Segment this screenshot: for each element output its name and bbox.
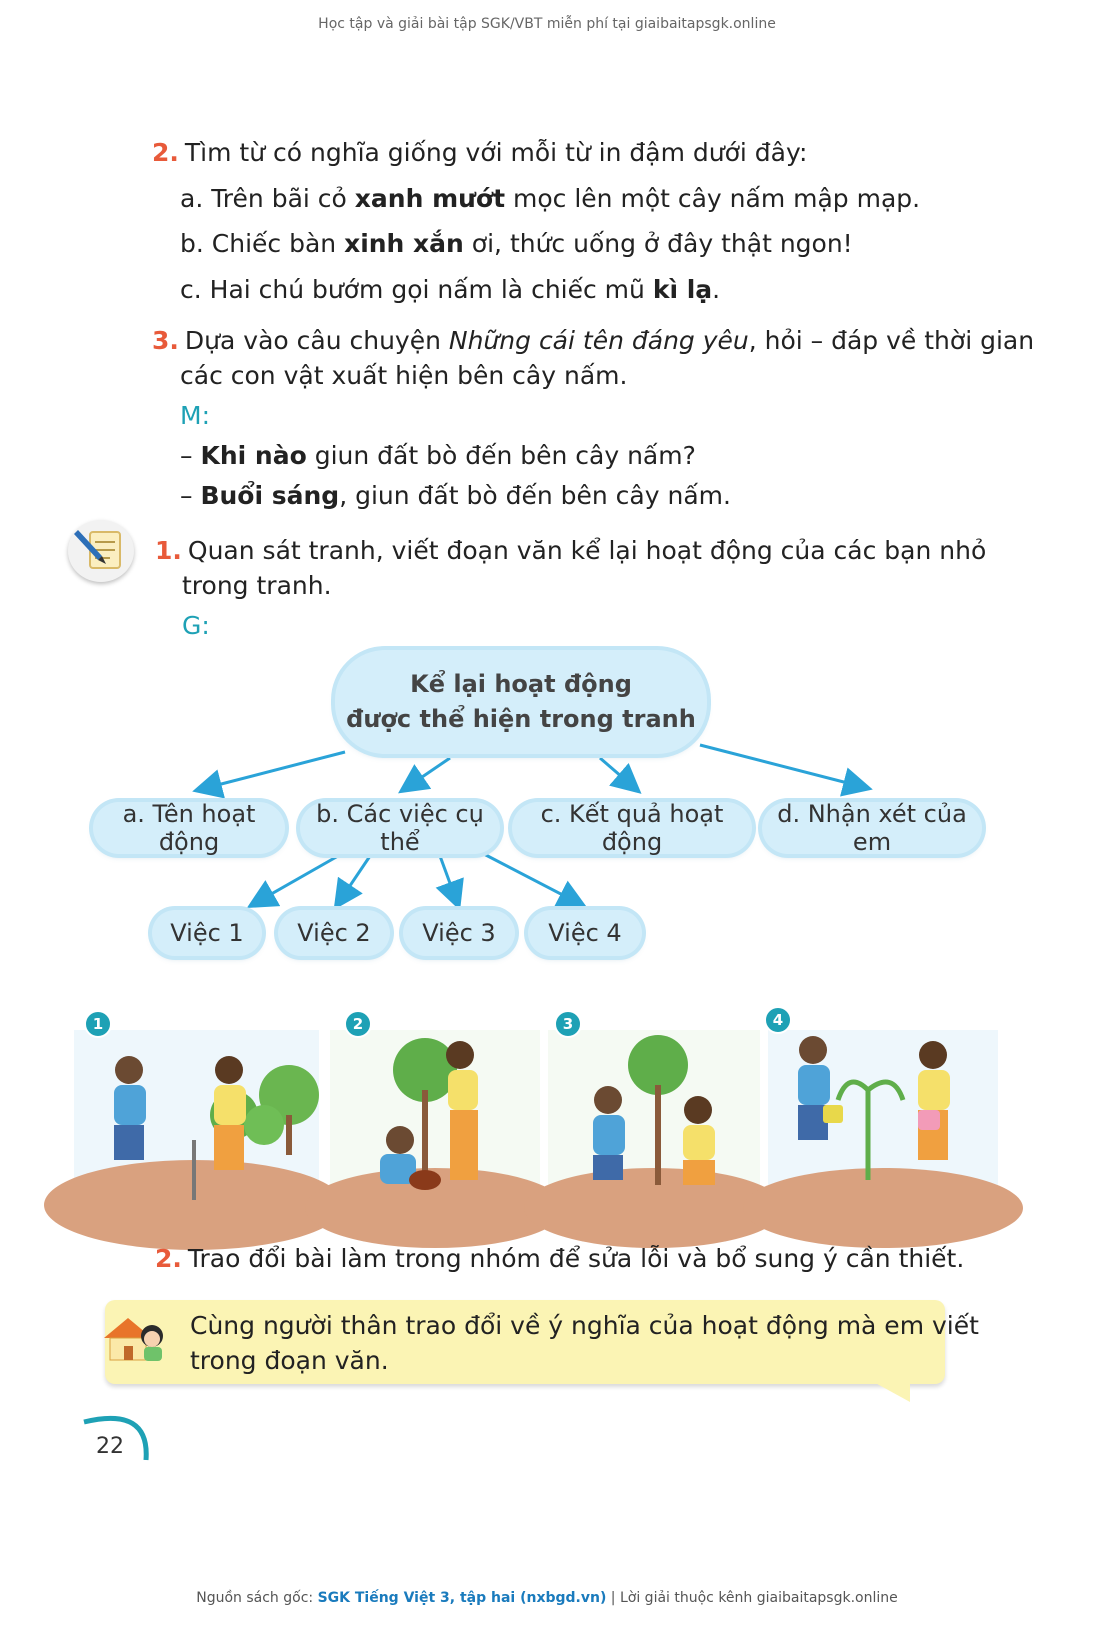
arrow-to-node-c [600,758,637,790]
writing-exercise-2-prompt [155,1242,964,1276]
diagram-node-c: c. Kết quả hoạt động [512,802,752,854]
item-text: c. Hai chú bướm gọi nấm là chiếc mũ [180,275,653,304]
speech-tail [870,1380,910,1402]
prompt-text: Quan sát tranh, viết đoạn văn kể lại hoạt động của các bạn nhỏ [187,536,987,565]
diagram-node-d: d. Nhận xét của em [762,802,982,854]
guide-label: G: [182,611,210,640]
prompt-text: Tìm từ có nghĩa giống với mỗi từ in đậm dưới đây: [184,138,808,167]
bold-word: Buổi sáng [200,481,340,510]
exercise-number: 2. [155,1244,182,1273]
children-planting-illustration [330,1030,540,1230]
page-number: 22 [96,1434,124,1459]
item-text: b. Chiếc bàn [180,229,345,258]
diagram-center-node [335,650,707,754]
item-text: mọc lên một cây nấm mập mạp. [505,184,921,213]
house-family-icon [100,1314,170,1364]
arrow-to-subnode-2 [337,856,370,905]
prompt-text: , hỏi – đáp về thời gian [748,326,1035,355]
picture-3 [548,1015,760,1230]
center-line-2: được thể hiện trong tranh [346,705,696,733]
item-text: ơi, thức uống ở đây thật ngon! [463,229,853,258]
footer-suffix: | Lời giải thuộc kênh giaibaitapsgk.online [606,1590,898,1606]
arrow-to-subnode-3 [440,856,458,905]
diagram-subnode-4: Việc 4 [528,910,642,956]
children-filling-soil-illustration [548,1030,760,1230]
bold-word: xanh mướt [354,184,506,213]
diagram-subnode-1: Việc 1 [152,910,262,956]
picture-2 [330,1015,540,1230]
dash: – [180,441,201,470]
picture-4 [768,1011,998,1230]
item-text: a. Trên bãi cỏ [180,184,355,213]
bold-word: kì lạ [652,275,713,304]
diagram-subnode-2: Việc 2 [278,910,390,956]
exercise-number: 1. [155,536,182,565]
picture-badge-1: 1 [84,1010,112,1038]
children-digging-illustration [74,1030,319,1230]
home-activity-line2: trong đoạn văn. [190,1346,389,1375]
item-text: . [712,275,721,304]
picture-badge-4: 4 [764,1006,792,1034]
item-text: , giun đất bò đến bên cây nấm. [339,481,731,510]
exercise-number: 3. [152,326,179,355]
diagram-node-a: a. Tên hoạt động [93,802,285,854]
home-activity-line1: Cùng người thân trao đổi về ý nghĩa của hoạt động mà em viết [190,1311,979,1340]
dash: – [180,481,201,510]
writing-exercise-1-line2: trong tranh. [182,571,332,600]
diagram-node-b: b. Các việc cụ thể [300,802,500,854]
arrow-to-subnode-4 [480,852,582,905]
diagram-subnode-3: Việc 3 [403,910,515,956]
bold-word: xinh xắn [344,229,464,258]
arrow-to-node-d [700,745,867,788]
page-footer [0,1590,1094,1606]
model-label: M: [180,401,210,430]
center-line-1: Kể lại hoạt động [410,670,632,698]
prompt-text: Dựa vào câu chuyện [184,326,449,355]
exercise-number: 2. [152,138,179,167]
picture-badge-2: 2 [344,1010,372,1038]
arrow-to-node-b [403,758,450,790]
arrow-to-subnode-1 [252,852,345,905]
bold-word: Khi nào [200,441,307,470]
children-watering-illustration [768,1030,998,1230]
picture-1 [74,1015,319,1230]
footer-source-link[interactable]: SGK Tiếng Việt 3, tập hai (nxbgd.vn) [317,1590,607,1606]
exercise-3-prompt-line2: các con vật xuất hiện bên cây nấm. [180,361,628,390]
prompt-text: Trao đổi bài làm trong nhóm để sửa lỗi và bổ sung ý cần thiết. [187,1244,965,1273]
item-text: giun đất bò đến bên cây nấm? [306,441,696,470]
picture-badge-3: 3 [554,1010,582,1038]
site-header: Học tập và giải bài tập SGK/VBT miễn phí tại giaibaitapsgk.online [318,16,776,32]
arrow-to-node-a [198,752,345,790]
story-title: Những cái tên đáng yêu [448,326,749,355]
footer-prefix: Nguồn sách gốc: [196,1590,318,1606]
